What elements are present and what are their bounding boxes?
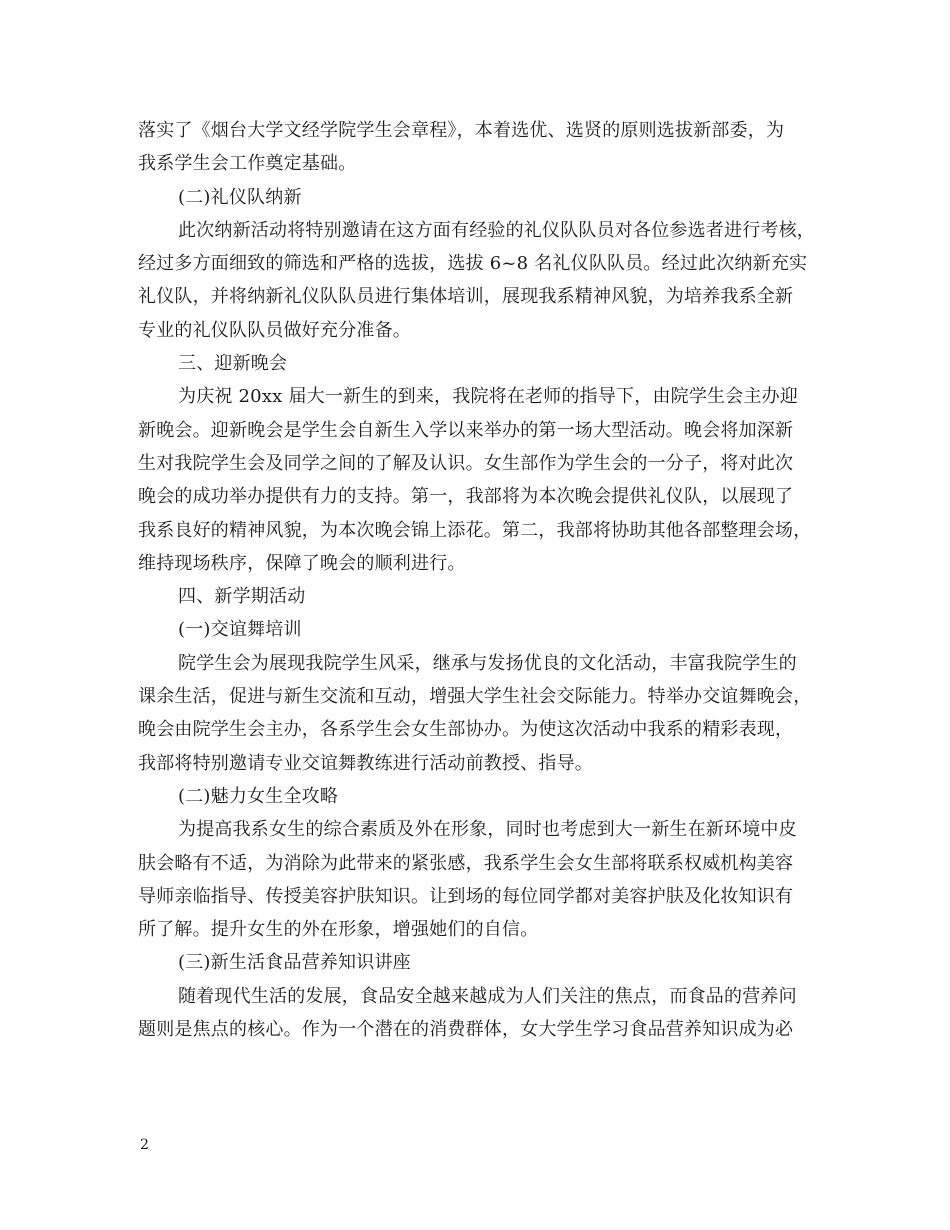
paragraph-line: 导师亲临指导、传授美容护肤知识。让到场的每位同学都对美容护肤及化妆知识有 [138,885,794,907]
paragraph-line: 题则是焦点的核心。作为一个潜在的消费群体，女大学生学习食品营养知识成为必 [138,1019,794,1041]
section-heading: (二)魅力女生全攻略 [178,785,339,807]
section-heading: 四、新学期活动 [178,586,306,608]
paragraph-line: 经过多方面细致的筛选和严格的选拔，选拔 6~8 名礼仪队队员。经过此次纳新充实 [138,253,808,275]
paragraph-line: 院学生会为展现我院学生风采，继承与发扬优良的文化活动，丰富我院学生的 [178,652,797,674]
paragraph-line: 维持现场秩序，保障了晚会的顺利进行。 [138,552,466,574]
section-heading: (三)新生活食品营养知识讲座 [178,952,411,974]
paragraph-line: 我系学生会工作奠定基础。 [138,153,357,175]
paragraph-line: 我系良好的精神风貌，为本次晚会锦上添花。第二，我部将协助其他各部整理会场， [138,519,812,541]
paragraph-line: 新晚会。迎新晚会是学生会自新生入学以来举办的第一场大型活动。晚会将加深新 [138,419,794,441]
paragraph-line: 晚会由院学生会主办，各系学生会女生部协办。为使这次活动中我系的精彩表现， [138,719,794,741]
paragraph-line: 所了解。提升女生的外在形象，增强她们的自信。 [138,919,539,941]
paragraph-line: 课余生活，促进与新生交流和互动，增强大学生社会交际能力。特举办交谊舞晚会， [138,686,812,708]
paragraph-line: 此次纳新活动将特别邀请在这方面有经验的礼仪队队员对各位参选者进行考核， [178,219,815,241]
paragraph-line: 我部将特别邀请专业交谊舞教练进行活动前教授、指导。 [138,752,593,774]
document-body [138,114,823,1046]
paragraph-line: 生对我院学生会及同学之间的了解及认识。女生部作为学生会的一分子，将对此次 [138,452,794,474]
section-heading: 三、迎新晚会 [178,353,288,375]
paragraph-line: 为庆祝 20xx 届大一新生的到来，我院将在老师的指导下，由院学生会主办迎 [178,386,799,408]
paragraph-line: 专业的礼仪队队员做好充分准备。 [138,319,411,341]
paragraph-line: 随着现代生活的发展，食品安全越来越成为人们关注的焦点，而食品的营养问 [178,985,797,1007]
page-number: 2 [140,1137,149,1153]
paragraph-line: 肤会略有不适，为消除为此带来的紧张感，我系学生会女生部将联系权威机构美容 [138,852,794,874]
paragraph-line: 为提高我系女生的综合素质及外在形象，同时也考虑到大一新生在新环境中皮 [178,819,797,841]
paragraph-line: 落实了《烟台大学文经学院学生会章程》，本着选优、选贤的原则选拔新部委，为 [138,120,785,141]
paragraph-line: 礼仪队，并将纳新礼仪队队员进行集体培训，展现我系精神风貌，为培养我系全新 [138,286,794,308]
section-heading: (一)交谊舞培训 [178,619,302,641]
section-heading: (二)礼仪队纳新 [178,186,302,208]
paragraph-line: 晚会的成功举办提供有力的支持。第一，我部将为本次晚会提供礼仪队，以展现了 [138,486,794,508]
